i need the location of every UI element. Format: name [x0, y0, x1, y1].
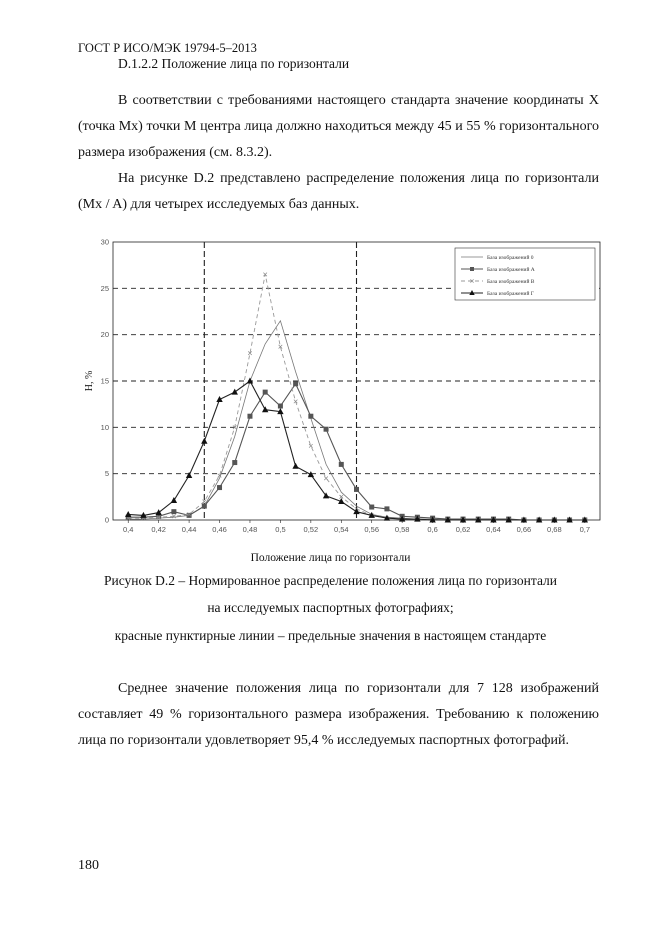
y-axis-label: Н, %	[84, 370, 95, 392]
series-point	[171, 497, 177, 503]
series-point	[262, 406, 268, 412]
figure-caption-line1: Рисунок D.2 – Нормированное распределение положения лица по горизонтали	[103, 573, 558, 588]
series-point	[216, 396, 222, 402]
x-tick-label: 0,64	[486, 525, 501, 534]
legend-label: База изображений 0	[487, 255, 534, 261]
series-point	[353, 508, 359, 514]
x-axis-caption: Положение лица по горизонтали	[250, 552, 411, 564]
series-point	[202, 504, 207, 509]
x-tick-label: 0,56	[364, 525, 380, 534]
series-point	[232, 460, 237, 465]
series-point	[309, 444, 313, 448]
page-number: 180	[78, 858, 99, 873]
y-tick-label: 25	[100, 283, 109, 293]
x-tick-label: 0,66	[516, 525, 532, 534]
y-tick-label: 30	[100, 237, 109, 247]
series-point	[232, 389, 238, 395]
x-tick-label: 0,54	[333, 525, 349, 534]
y-tick-label: 5	[104, 469, 109, 479]
x-tick-label: 0,6	[427, 525, 438, 534]
series-point	[324, 427, 329, 432]
x-tick-label: 0,5	[275, 525, 286, 534]
series-point	[247, 378, 253, 384]
series-point	[324, 477, 328, 481]
series-point	[292, 463, 298, 469]
series-point	[263, 390, 268, 395]
series-point	[155, 509, 161, 515]
x-tick-label: 0,46	[212, 525, 227, 534]
x-tick-label: 0,4	[123, 525, 134, 534]
figure-caption-line2: на исследуемых паспортных фотографиях;	[207, 600, 454, 615]
series-point	[201, 438, 207, 444]
legend-label: База изображений В	[487, 279, 535, 285]
series-point	[187, 513, 192, 518]
series-point	[278, 404, 283, 409]
section-title: D.1.2.2 Положение лица по горизонтали	[118, 56, 350, 71]
y-tick-label: 0	[104, 515, 109, 525]
paragraph-intro: В соответствии с требованиями настоящего стандарта значение координаты X (точка Mx) точки M центра лица должно находиться между 45 и 55 % горизонтального размера изображения (см. 8.3.2).	[78, 93, 599, 160]
series-point	[203, 500, 207, 504]
series-point	[293, 381, 298, 386]
paragraph-figure-ref: На рисунке D.2 представлено распределение положения лица по горизонтали (Mx / A) для четырех исследуемых баз данных.	[78, 171, 599, 212]
x-tick-label: 0,42	[151, 525, 166, 534]
y-tick-label: 15	[100, 376, 109, 386]
x-tick-label: 0,44	[181, 525, 197, 534]
document-header: ГОСТ Р ИСО/МЭК 19794-5–2013	[78, 41, 257, 55]
y-tick-label: 20	[100, 330, 109, 340]
x-tick-label: 0,58	[394, 525, 410, 534]
x-tick-label: 0,68	[547, 525, 562, 534]
face-position-chart	[80, 232, 610, 548]
series-point	[217, 485, 222, 490]
series-point	[186, 472, 192, 478]
series-point	[384, 506, 389, 511]
legend-marker	[470, 267, 474, 271]
x-tick-label: 0,62	[455, 525, 471, 534]
chart-legend	[455, 248, 595, 300]
legend-label: База изображений А	[487, 267, 535, 273]
series-point	[125, 511, 131, 517]
series-point	[308, 414, 313, 419]
y-tick-label: 10	[100, 422, 109, 432]
paragraph-summary: Среднее значение положения лица по горизонтали для 7 128 изображений составляет 49 % горизонтального размера изображения. Требованию к положению лица по горизонтали удовлетворяет 95,4 % исследуемых паспортных фотографий.	[78, 681, 599, 748]
legend-label: База изображений Г	[487, 291, 534, 297]
series-point	[339, 462, 344, 467]
series-point	[247, 414, 252, 419]
figure-caption-line3: красные пунктирные линии – предельные значения в настоящем стандарте	[114, 628, 547, 643]
series-point	[354, 487, 359, 492]
x-tick-label: 0,48	[242, 525, 258, 534]
x-tick-label: 0,7	[579, 525, 590, 534]
x-tick-label: 0,52	[303, 525, 319, 534]
series-point	[171, 509, 176, 514]
series-point	[369, 505, 374, 510]
